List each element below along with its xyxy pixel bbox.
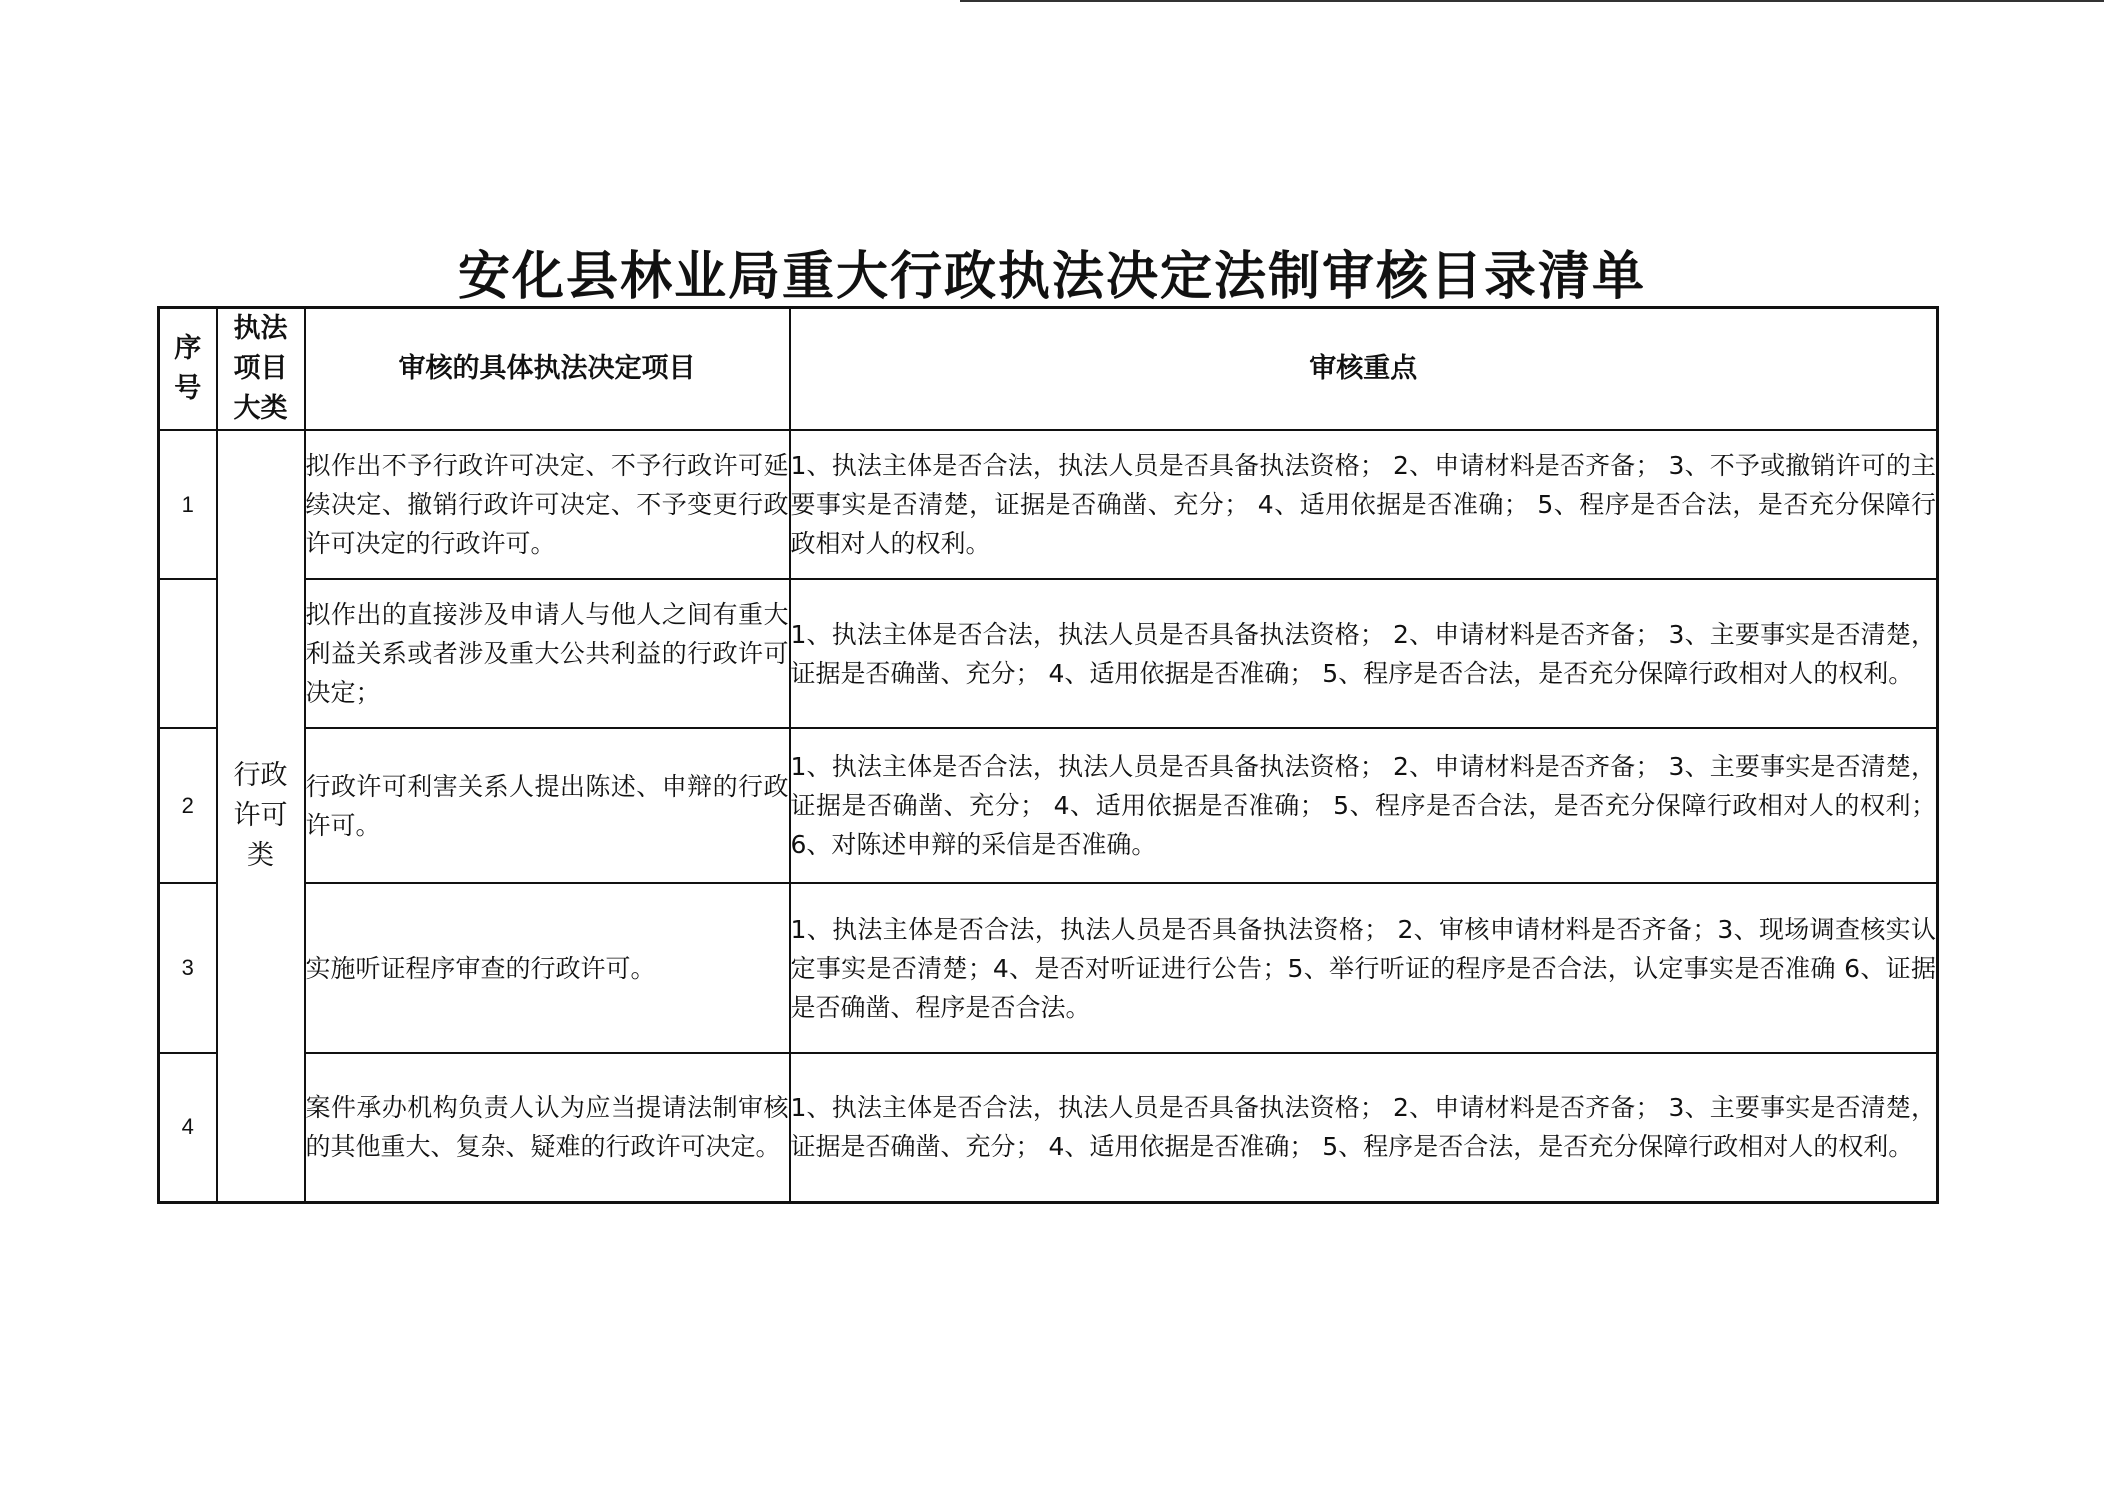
decision-item-cell: 实施听证程序审查的行政许可。 bbox=[305, 883, 790, 1053]
table-row bbox=[159, 1053, 1938, 1202]
row-number: 3 bbox=[159, 883, 217, 1053]
review-catalog-table bbox=[157, 306, 1939, 1204]
decision-item-cell: 案件承办机构负责人认为应当提请法制审核的其他重大、复杂、疑难的行政许可决定。 bbox=[305, 1053, 790, 1202]
table-row bbox=[159, 579, 1938, 728]
document-title: 安化县林业局重大行政执法决定法制审核目录清单 bbox=[457, 247, 1646, 307]
row-number bbox=[159, 579, 217, 728]
row-number: 4 bbox=[159, 1053, 217, 1202]
decision-item-cell: 行政许可利害关系人提出陈述、申辩的行政许可。 bbox=[305, 728, 790, 883]
row-number: 2 bbox=[159, 728, 217, 883]
table-row bbox=[159, 430, 1938, 579]
decision-item-cell: 拟作出的直接涉及申请人与他人之间有重大利益关系或者涉及重大公共利益的行政许可决定； bbox=[305, 579, 790, 728]
review-focus-cell: 1、执法主体是否合法，执法人员是否具备执法资格； 2、申请材料是否齐备； 3、主要事实是否清楚，证据是否确凿、充分； 4、适用依据是否准确； 5、程序是否合法，是否充分保障行政相对人的权利。 bbox=[790, 1053, 1938, 1202]
review-focus-cell: 1、执法主体是否合法，执法人员是否具备执法资格； 2、审核申请材料是否齐备；3、现场调查核实认定事实是否清楚；4、是否对听证进行公告；5、举行听证的程序是否合法，认定事实是否准确 6、证据是否确凿、程序是否合法。 bbox=[790, 883, 1938, 1053]
table-row bbox=[159, 883, 1938, 1053]
header-review-focus: 审核重点 bbox=[790, 308, 1938, 431]
category-cell: 行政 许可 类 bbox=[217, 430, 305, 1202]
decision-item-cell: 拟作出不予行政许可决定、不予行政许可延续决定、撤销行政许可决定、不予变更行政许可决定的行政许可。 bbox=[305, 430, 790, 579]
review-focus-cell: 1、执法主体是否合法，执法人员是否具备执法资格； 2、申请材料是否齐备； 3、主要事实是否清楚，证据是否确凿、充分； 4、适用依据是否准确； 5、程序是否合法，是否充分保障行政相对人的权利； 6、对陈述申辩的采信是否准确。 bbox=[790, 728, 1938, 883]
scan-edge-line bbox=[960, 0, 2104, 2]
header-serial-number: 序 号 bbox=[159, 308, 217, 431]
table-row bbox=[159, 728, 1938, 883]
review-focus-cell: 1、执法主体是否合法，执法人员是否具备执法资格； 2、申请材料是否齐备； 3、主要事实是否清楚，证据是否确凿、充分； 4、适用依据是否准确； 5、程序是否合法，是否充分保障行政相对人的权利。 bbox=[790, 579, 1938, 728]
header-enforcement-category: 执法 项目 大类 bbox=[217, 308, 305, 431]
header-decision-item: 审核的具体执法决定项目 bbox=[305, 308, 790, 431]
row-number: 1 bbox=[159, 430, 217, 579]
review-focus-cell: 1、执法主体是否合法，执法人员是否具备执法资格； 2、申请材料是否齐备； 3、不予或撤销许可的主要事实是否清楚，证据是否确凿、充分； 4、适用依据是否准确； 5、程序是否合法，是否充分保障行政相对人的权利。 bbox=[790, 430, 1938, 579]
table-header-row bbox=[159, 308, 1938, 431]
